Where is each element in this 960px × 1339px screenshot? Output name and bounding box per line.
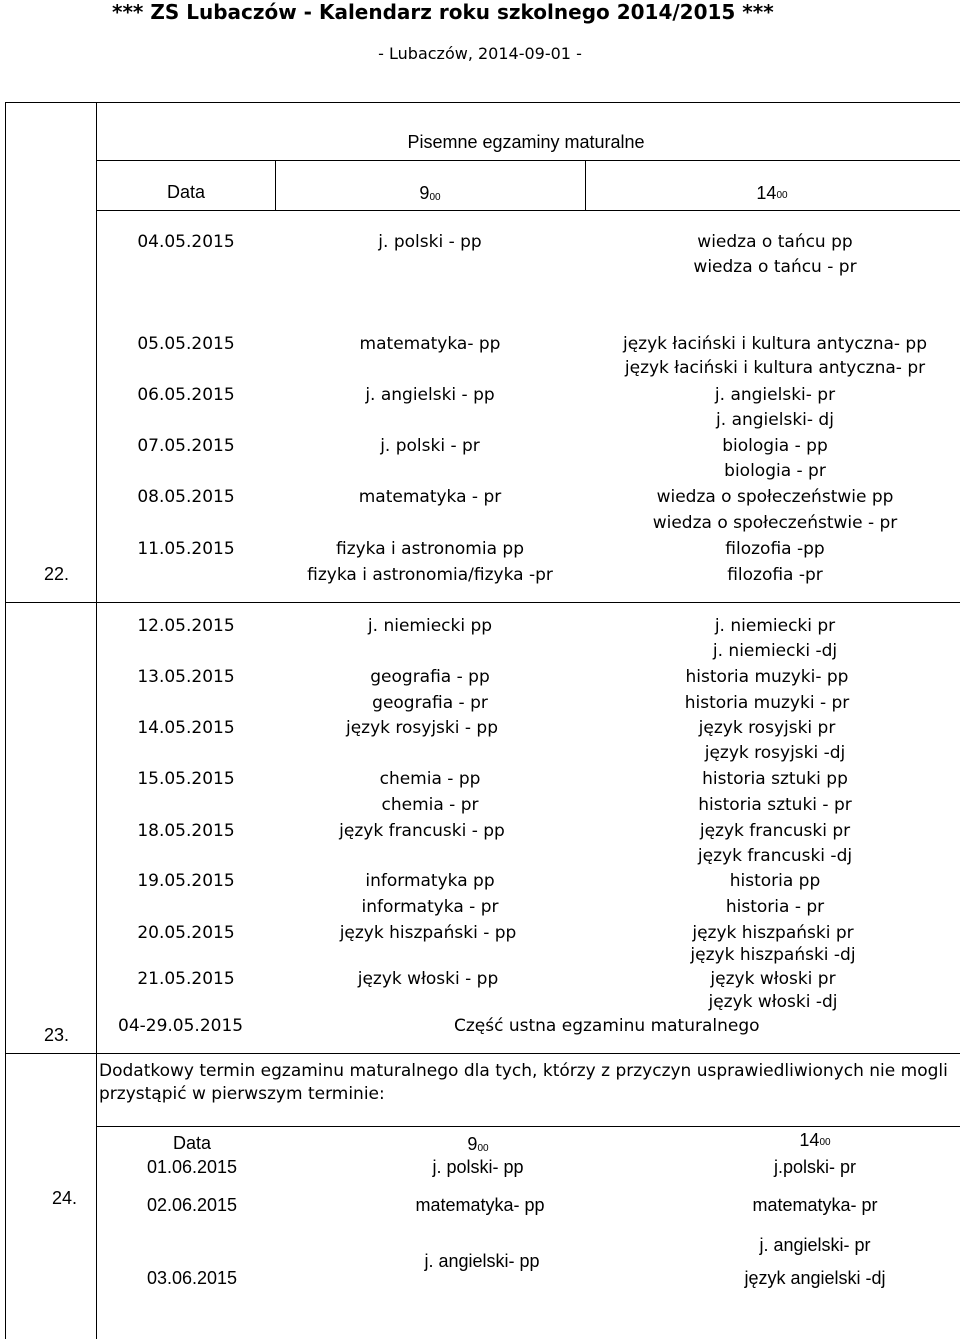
row-date: 14.05.2015 xyxy=(137,718,235,738)
row-pm: język łaciński i kultura antyczna- pr xyxy=(624,358,926,378)
table1-col-9: $9_{00}$ xyxy=(419,183,441,203)
row-pm: język angielski -dj xyxy=(744,1268,886,1288)
row-am: język francuski - pp xyxy=(339,821,505,841)
row-date: 02.06.2015 xyxy=(146,1195,238,1215)
row-pm: wiedza o tańcu pp xyxy=(697,232,853,252)
oral-exam-date: 04-29.05.2015 xyxy=(118,1016,244,1036)
outer-left-border xyxy=(5,102,6,1339)
row-pm: biologia - pp xyxy=(722,436,828,456)
row-date: 07.05.2015 xyxy=(137,436,235,456)
row-pm: j. angielski- dj xyxy=(716,410,834,430)
section-number-23: 23. xyxy=(44,1025,70,1045)
row-date: 04.05.2015 xyxy=(137,232,235,252)
row-pm: historia muzyki- pp xyxy=(685,667,849,687)
page-title: *** ZS Lubaczów - Kalendarz roku szkolnego 2014/2015 *** xyxy=(112,0,774,24)
row-date: 18.05.2015 xyxy=(137,821,235,841)
row-pm: język włoski -dj xyxy=(708,992,838,1012)
row-pm: język francuski pr xyxy=(699,821,851,841)
row-am: j. niemiecki pp xyxy=(367,616,493,636)
row-date: 03.06.2015 xyxy=(146,1268,238,1288)
page-subtitle: - Lubaczów, 2014-09-01 - xyxy=(378,44,582,63)
row-am: geografia - pr xyxy=(372,693,488,713)
row-am: j. angielski - pp xyxy=(365,385,495,405)
row-pm: wiedza o społeczeństwie pp xyxy=(656,487,894,507)
row-am: język hiszpański - pp xyxy=(339,923,517,943)
row-am: j. angielski- pp xyxy=(424,1251,540,1271)
row-pm: filozofia -pr xyxy=(727,565,823,585)
row-date: 21.05.2015 xyxy=(137,969,235,989)
row-pm: język rosyjski pr xyxy=(698,718,836,738)
section-number-24: 24. xyxy=(52,1188,78,1208)
row-pm: historia sztuki - pr xyxy=(698,795,852,815)
row-am: matematyka- pp xyxy=(359,334,501,354)
row-am: informatyka - pr xyxy=(361,897,499,917)
row-am: język włoski - pp xyxy=(357,969,499,989)
row-am: j. polski - pr xyxy=(380,436,480,456)
row-date: 01.06.2015 xyxy=(146,1157,238,1177)
row-pm: język hiszpański pr xyxy=(692,923,854,943)
row-am: język rosyjski - pp xyxy=(345,718,499,738)
section24-header-divider xyxy=(96,1126,960,1127)
table1-col-divider-2 xyxy=(585,160,586,210)
row-date: 19.05.2015 xyxy=(137,871,235,891)
table1-header-divider xyxy=(96,210,960,211)
row-date: 06.05.2015 xyxy=(137,385,235,405)
row-pm: matematyka- pr xyxy=(752,1195,878,1215)
row-date: 12.05.2015 xyxy=(137,616,235,636)
row-pm: historia pp xyxy=(729,871,821,891)
row-pm: język łaciński i kultura antyczna- pp xyxy=(622,334,928,354)
section24-col-date: Data xyxy=(172,1133,212,1153)
table1-col-divider-1 xyxy=(275,160,276,210)
row-pm: historia muzyki - pr xyxy=(684,693,850,713)
row-date: 20.05.2015 xyxy=(137,923,235,943)
row-am: j. polski - pp xyxy=(378,232,482,252)
section-divider-22-23 xyxy=(5,602,960,603)
inner-left-border xyxy=(96,102,97,1339)
row-date: 05.05.2015 xyxy=(137,334,235,354)
row-pm: biologia - pr xyxy=(724,461,826,481)
row-am: matematyka - pr xyxy=(358,487,502,507)
table1-col-date: Data xyxy=(166,182,206,202)
row-pm: historia sztuki pp xyxy=(702,769,848,789)
row-date: 11.05.2015 xyxy=(137,539,235,559)
row-pm: język francuski -dj xyxy=(697,846,853,866)
row-date: 08.05.2015 xyxy=(137,487,235,507)
section-number-22: 22. xyxy=(44,564,70,584)
row-am: fizyka i astronomia pp xyxy=(335,539,525,559)
row-pm: język włoski pr xyxy=(710,969,836,989)
section24-note: Dodatkowy termin egzaminu maturalnego dla tych, którzy z przyczyn usprawiedliwionych nie mogli przystąpić w pierwszym terminie: xyxy=(99,1061,948,1104)
row-am: matematyka- pp xyxy=(415,1195,545,1215)
row-am: geografia - pp xyxy=(370,667,490,687)
table1-heading: Pisemne egzaminy maturalne xyxy=(407,132,645,152)
row-am: chemia - pp xyxy=(379,769,481,789)
row-am: j. polski- pp xyxy=(432,1157,524,1177)
row-pm: wiedza o społeczeństwie - pr xyxy=(652,513,898,533)
outer-top-border xyxy=(5,102,960,103)
row-pm: język rosyjski -dj xyxy=(704,743,846,763)
section24-col-14: $14^{00}$ xyxy=(799,1130,831,1150)
oral-exam-text: Część ustna egzaminu maturalnego xyxy=(454,1016,760,1036)
table1-heading-divider xyxy=(96,160,960,161)
section-divider-23-24 xyxy=(5,1053,960,1054)
row-pm: j. niemiecki pr xyxy=(714,616,836,636)
row-am: chemia - pr xyxy=(381,795,479,815)
row-pm: wiedza o tańcu - pr xyxy=(693,257,857,277)
section24-col-9: $9_{00}$ xyxy=(467,1134,489,1154)
row-pm: j.polski- pr xyxy=(773,1157,857,1177)
row-pm: j. angielski- pr xyxy=(714,385,836,405)
row-pm: j. angielski- pr xyxy=(759,1235,871,1255)
row-pm: filozofia -pp xyxy=(725,539,825,559)
table1-col-14: $14^{00}$ xyxy=(756,183,788,203)
row-pm: historia - pr xyxy=(725,897,825,917)
row-pm: j. niemiecki -dj xyxy=(712,641,838,661)
row-pm: język hiszpański -dj xyxy=(690,945,856,965)
row-am: fizyka i astronomia/fizyka -pr xyxy=(307,565,553,585)
row-am: informatyka pp xyxy=(365,871,495,891)
row-date: 13.05.2015 xyxy=(137,667,235,687)
row-date: 15.05.2015 xyxy=(137,769,235,789)
